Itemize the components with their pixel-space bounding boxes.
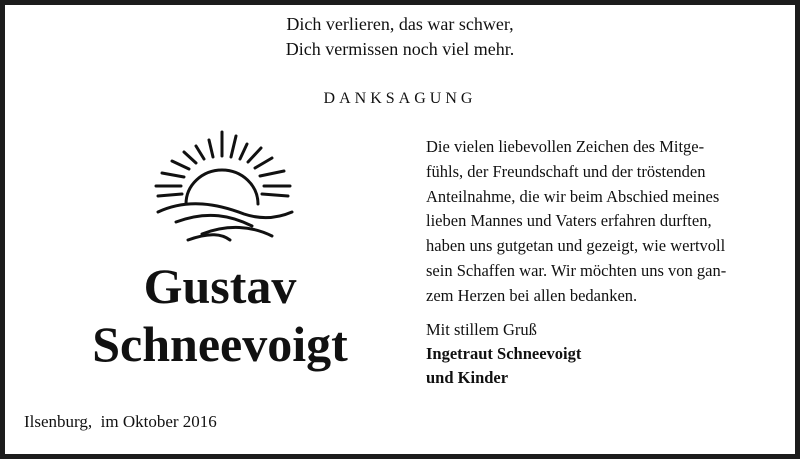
signature-family: und Kinder (426, 368, 509, 387)
thank-you-message (426, 135, 776, 309)
message-line: Die vielen liebevollen Zeichen des Mitge- (426, 137, 705, 156)
message-line: sein Schaffen war. Wir möchten uns von gan- (426, 260, 727, 280)
closing-greeting: Mit stillem Gruß (426, 320, 537, 339)
poem-line-1: Dich verlieren, das war schwer, (286, 14, 514, 34)
closing-block (426, 318, 581, 390)
place-and-date: Ilsenburg, im Oktober 2016 (24, 412, 217, 431)
signature-name: Ingetraut Schneevoigt (426, 344, 582, 363)
heading-danksagung: DANKSAGUNG (323, 90, 477, 107)
deceased-first-name: Gustav (143, 258, 297, 314)
message-line: lieben Mannes und Vaters erfahren durften, (426, 211, 712, 231)
deceased-last-name: Schneevoigt (92, 316, 348, 372)
poem-line-2: Dich vermissen noch viel mehr. (285, 39, 515, 59)
message-line: haben uns gutgetan und gezeigt, wie wertvoll (426, 236, 726, 256)
sunset-over-hills-icon (148, 128, 296, 246)
poem (0, 12, 800, 62)
message-line: zem Herzen bei allen bedanken. (426, 285, 638, 305)
message-line: Anteilnahme, die wir beim Abschied meines (426, 186, 720, 206)
message-line: fühls, der Freundschaft und der tröstenden (426, 161, 706, 181)
